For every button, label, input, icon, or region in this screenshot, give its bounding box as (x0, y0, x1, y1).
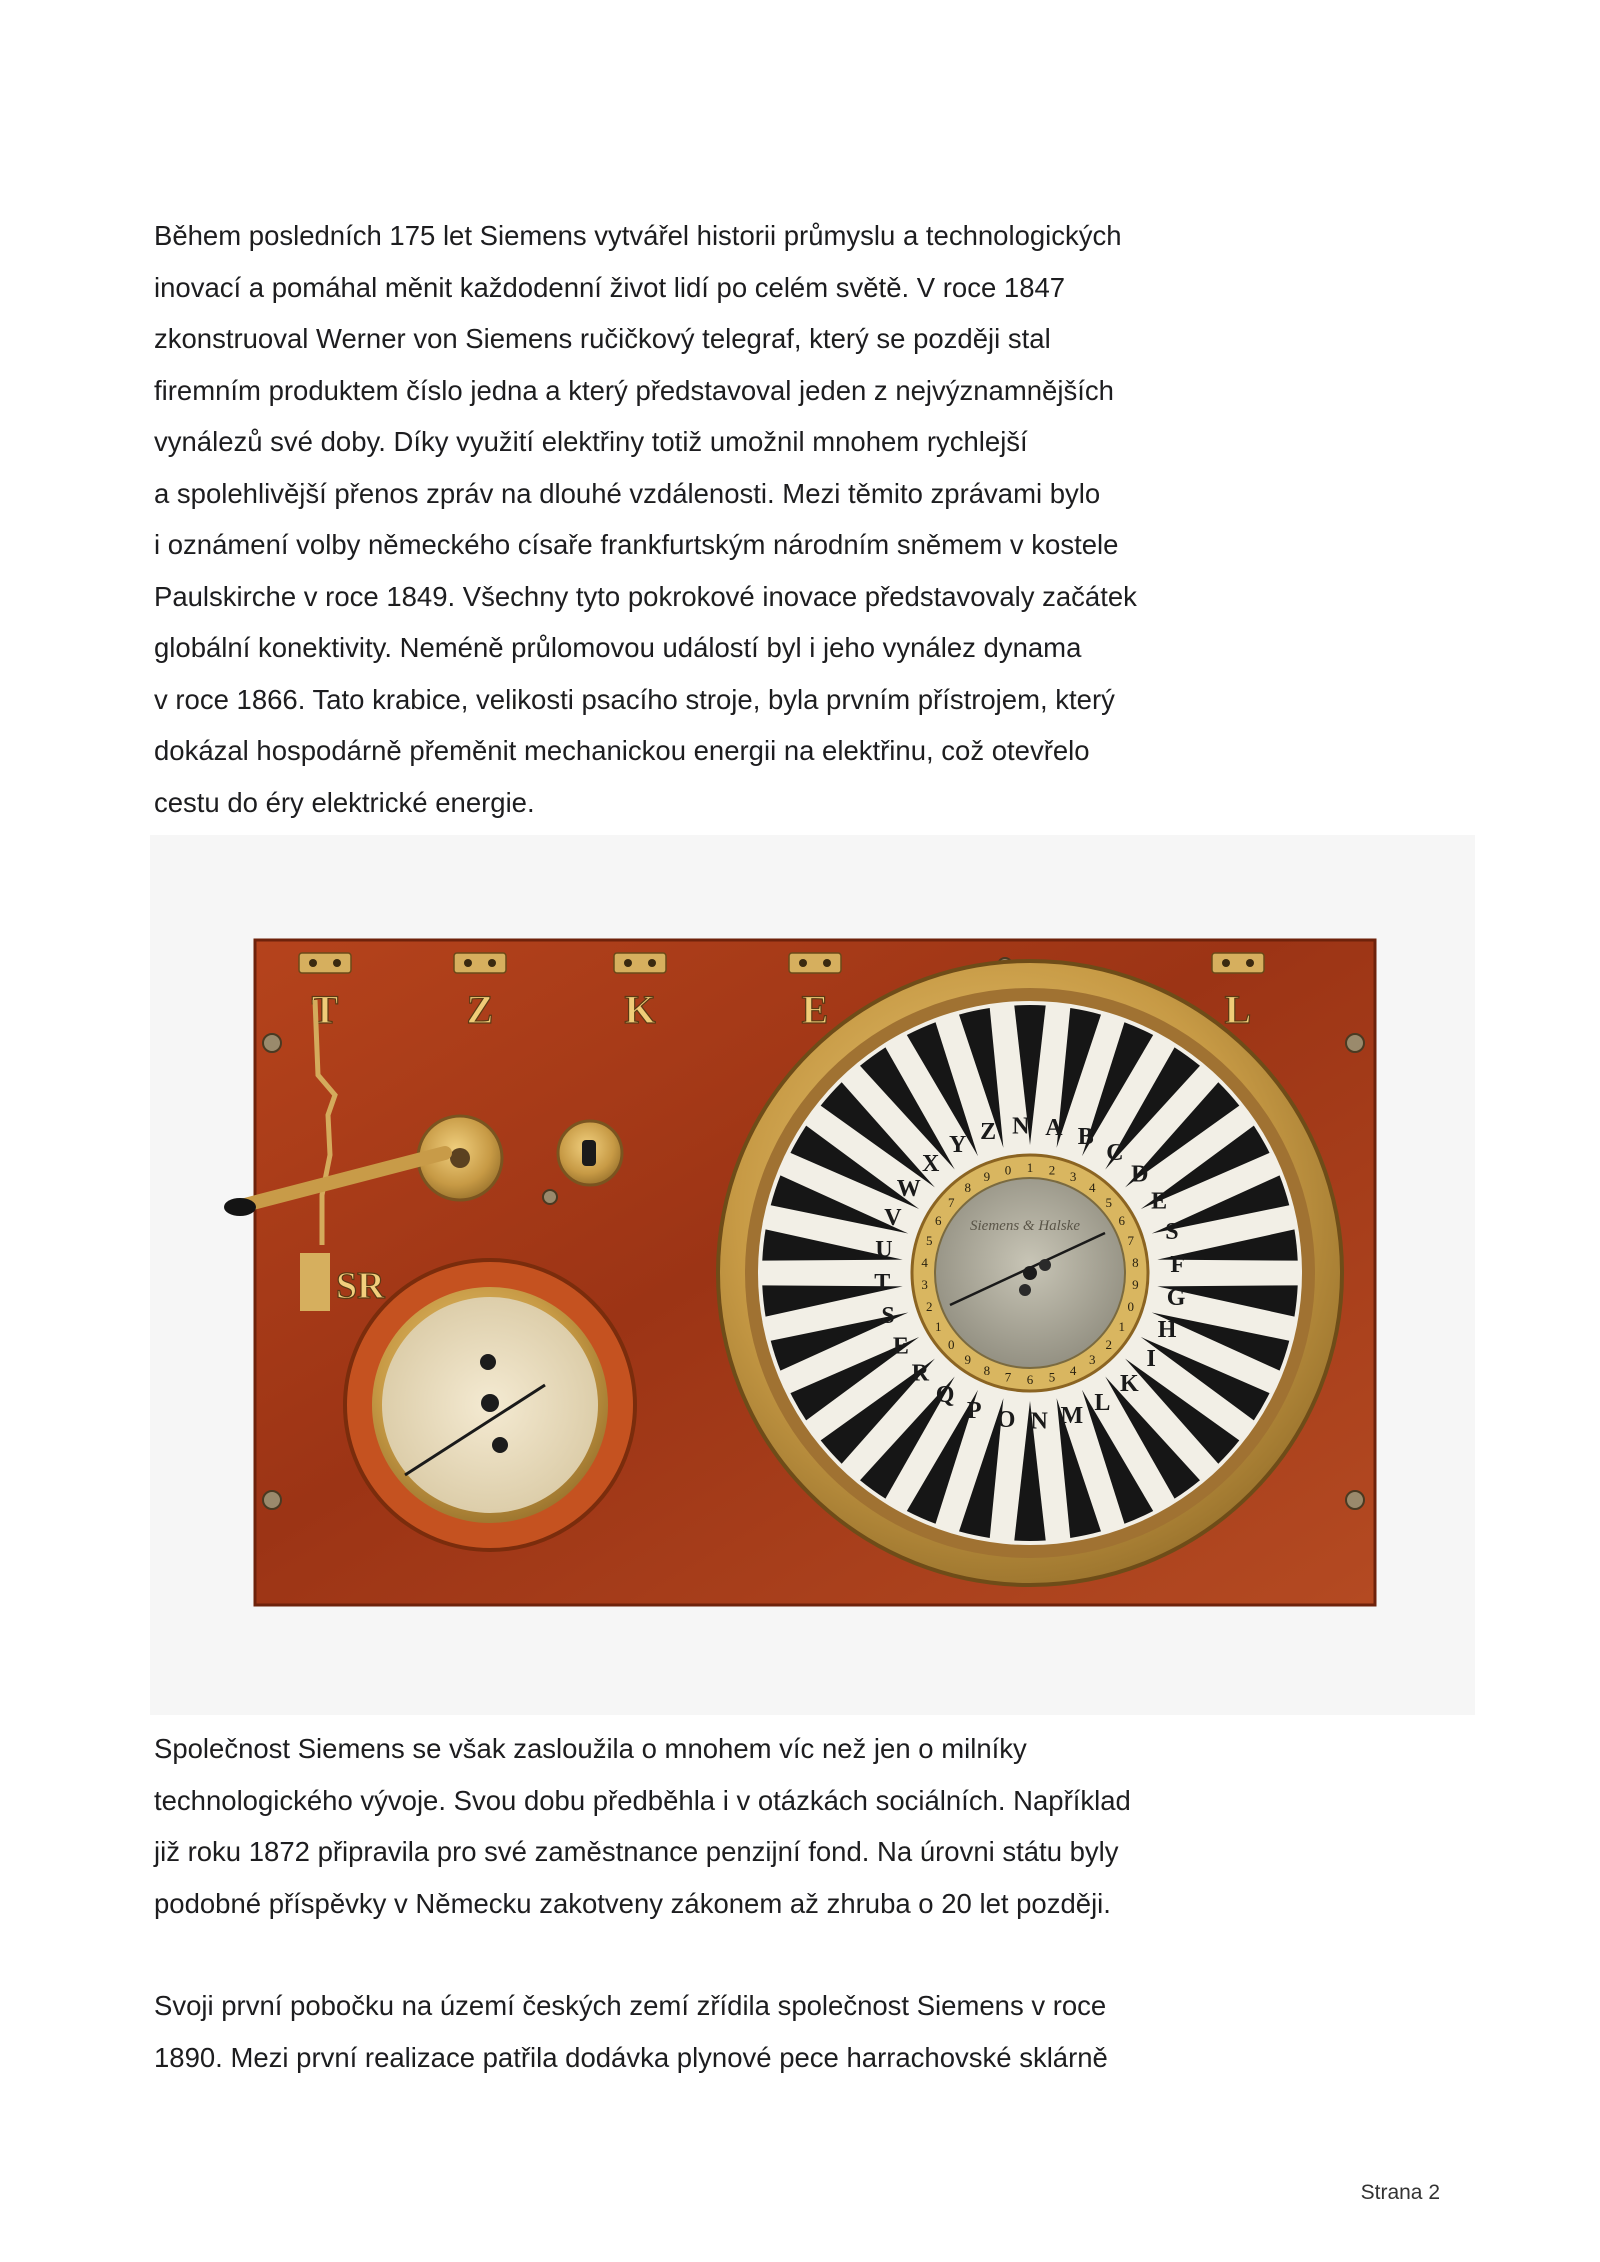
dial-letter: P (966, 1398, 982, 1425)
dial-number: 8 (964, 1180, 971, 1196)
dial-letter: S (1165, 1219, 1179, 1246)
text-line: inovací a pomáhal měnit každodenní život lidí po celém světě. V roce 1847 (154, 271, 1066, 303)
text-line: zkonstruoval Werner von Siemens ručičkový telegraf, který se později stal (154, 323, 1051, 354)
dial-number: 5 (1048, 1369, 1056, 1385)
text-line: globální konektivity. Neméně průlomovou událostí byl i jeho vynález dynama (154, 632, 1082, 663)
text-line: v roce 1866. Tato krabice, velikosti psacího stroje, byla prvním přístrojem, který (154, 683, 1115, 715)
dial-letter: Z (980, 1119, 997, 1146)
page-number: Strana 2 (1360, 2181, 1440, 2204)
text-line: již roku 1872 připravila pro své zaměstnance penzijní fond. Na úrovni státu byly (154, 1836, 1119, 1867)
dial-number: 9 (1132, 1277, 1139, 1293)
dial-letter: M (1060, 1402, 1084, 1429)
dial-number: 5 (1105, 1195, 1113, 1211)
branch-paragraph (154, 1980, 1274, 2083)
dial-letter: U (875, 1237, 893, 1264)
dial-letter: E (1151, 1188, 1168, 1215)
dial-number: 6 (1026, 1372, 1034, 1387)
dial-letter: H (1157, 1316, 1177, 1343)
dial-number: 1 (1026, 1160, 1034, 1175)
text-line: podobné příspěvky v Německu zakotveny zákonem až zhruba o 20 let později. (154, 1887, 1111, 1919)
plate-label: Z (466, 987, 494, 1032)
letter-dial (718, 961, 1342, 1585)
dial-letter: F (1170, 1251, 1186, 1278)
dial-number: 0 (947, 1336, 955, 1352)
dial-number: 0 (1004, 1162, 1012, 1178)
dial-letter: R (911, 1360, 929, 1387)
dial-number: 4 (921, 1254, 928, 1270)
dial-number: 4 (1089, 1180, 1096, 1196)
text-line: Během posledních 175 let Siemens vytvářel historii průmyslu a technologických (154, 220, 1122, 251)
dial-letter: N (1012, 1113, 1030, 1140)
text-line: a spolehlivější přenos zpráv na dlouhé vzdálenosti. Mezi těmito zprávami bylo (154, 477, 1101, 509)
dial-number: 3 (1069, 1169, 1077, 1185)
dial-number: 1 (934, 1319, 942, 1334)
telegraph-photo (150, 835, 1475, 1715)
text-line: i oznámení volby německého císaře frankfurtským národním sněmem v kostele (154, 529, 1119, 560)
dial-letter: C (1106, 1139, 1124, 1166)
text-line: vynálezů své doby. Díky využití elektřiny totiž umožnil mnohem rychlejší (154, 426, 1028, 457)
dial-letter: E (892, 1333, 909, 1360)
dial-letter: V (884, 1205, 902, 1232)
dial-number: 6 (934, 1213, 942, 1228)
plate-label: E (801, 987, 829, 1032)
dial-letter: N (1030, 1408, 1048, 1435)
dial-letter: L (1094, 1390, 1111, 1417)
dial-letter: X (922, 1151, 940, 1178)
text-line: Společnost Siemens se však zasloužila o mnohem víc než jen o milníky (154, 1733, 1027, 1764)
dial-number: 9 (983, 1169, 991, 1185)
sr-label-text: SR (336, 1265, 385, 1307)
dial-letter: A (1045, 1114, 1063, 1141)
dial-number: 2 (925, 1298, 933, 1314)
crank-handle (224, 1198, 256, 1216)
text-line: cestu do éry elektrické energie. (154, 786, 535, 818)
plate-label: T (311, 987, 339, 1032)
dial-number: 5 (925, 1233, 933, 1249)
dial-number: 2 (1048, 1162, 1056, 1178)
pointer-telegraph-image (150, 835, 1475, 1715)
social-paragraph (154, 1723, 1274, 1929)
dial-letter: S (881, 1302, 895, 1329)
text-line: Paulskirche v roce 1849. Všechny tyto pokrokové inovace představovaly začátek (154, 580, 1137, 612)
dial-maker-mark: Siemens & Halske (970, 1218, 1080, 1234)
dial-number: 4 (1069, 1362, 1077, 1378)
dial-letter: W (896, 1176, 921, 1203)
dial-number: 2 (1105, 1336, 1113, 1352)
dial-letter: O (996, 1407, 1016, 1434)
dial-letter: B (1077, 1123, 1094, 1150)
dial-number: 1 (1118, 1319, 1126, 1334)
text-line: Svoji první pobočku na území českých zemí zřídila společnost Siemens v roce (154, 1990, 1107, 2021)
dial-letter: K (1119, 1370, 1139, 1397)
dial-number: 3 (1089, 1351, 1096, 1367)
text-line: technologického vývoje. Svou dobu předběhla i v otázkách sociálních. Například (154, 1784, 1131, 1816)
dial-letter: G (1166, 1284, 1186, 1311)
text-line: firemním produktem číslo jedna a který představoval jeden z nejvýznamnějších (154, 374, 1114, 406)
dial-number: 7 (1127, 1233, 1135, 1249)
dial-number: 3 (921, 1277, 928, 1293)
plate-label: L (1224, 987, 1252, 1032)
dial-number: 9 (964, 1351, 971, 1367)
dial-letter: T (874, 1270, 891, 1297)
dial-number: 6 (1118, 1213, 1126, 1228)
dial-letter: Y (948, 1131, 967, 1158)
dial-letter: D (1131, 1161, 1149, 1188)
galvanometer (345, 1260, 635, 1550)
text-line: 1890. Mezi první realizace patřila dodávka plynové pece harrachovské sklárně (154, 2041, 1108, 2073)
text-line: dokázal hospodárně přeměnit mechanickou energii na elektřinu, což otevřelo (154, 735, 1090, 766)
dial-letter: I (1146, 1345, 1156, 1372)
dial-number: 8 (983, 1362, 991, 1378)
dial-letter: Q (935, 1382, 955, 1409)
dial-number: 0 (1127, 1298, 1135, 1314)
dial-number: 8 (1132, 1254, 1139, 1270)
dial-number: 7 (1004, 1369, 1012, 1385)
intro-paragraph (154, 210, 1274, 828)
plate-label: K (624, 987, 656, 1032)
dial-number: 7 (947, 1195, 955, 1211)
